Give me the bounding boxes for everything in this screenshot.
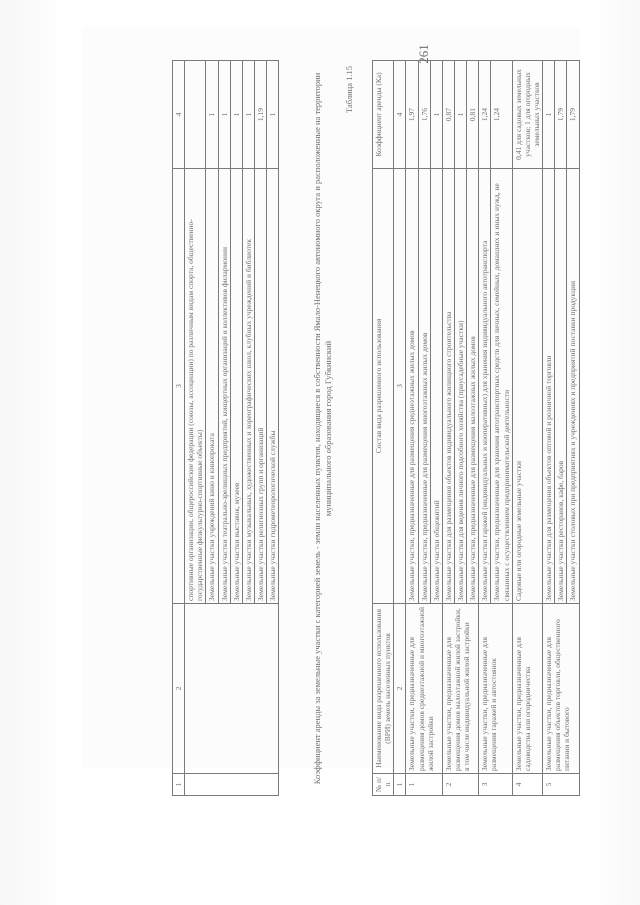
composition-cell: Земельные участки общежитий [430,169,442,604]
header-coefficient: Коэффициент аренды (Ка) [373,61,394,169]
table-row [479,61,491,796]
use-cell: Земельные участки выставок, музеев [230,169,242,604]
use-cell: Земельные участки гидрометеорологической службы [267,169,279,604]
header-num: № п/п [373,774,394,796]
col-number: 2 [173,604,185,774]
coef-cell: 1,79 [567,61,579,169]
group-number: 2 [442,774,478,796]
table-column-numbers [394,61,406,796]
composition-cell: Земельные участки, предназначенные для размещения малоэтажных жилых домов [467,169,479,604]
page-number: 261 [416,44,431,64]
col-number: 4 [173,61,185,169]
col-number: 3 [173,169,185,604]
table-number-label: Таблица 1.15 [344,66,354,113]
coef-cell: 0,81 [467,61,479,169]
group-number: 4 [512,774,542,796]
coef-cell: 1 [206,61,218,169]
group-number: 3 [479,774,512,796]
col-number: 4 [394,61,406,169]
composition-cell: Земельные участки, предназначенные для хранения автотранспортных средств для личных, семейных, домашних и иных нужд, не связанных с осуществлением предпринимательской деятельности [491,169,512,604]
table-cell [185,774,279,796]
coef-cell: 0,41 для садовых земельных участков; 1 для огородных земельных участков [512,61,542,169]
coef-cell: 1 [230,61,242,169]
coef-cell: 1,19 [254,61,266,169]
use-cell: спортивные организации, общероссийские федерации (союзы, ассоциации) по различным видам спорта, общественно-государственные физкультурно-спортивные объекты) [185,169,206,604]
col-number: 1 [394,774,406,796]
use-cell: Земельные участки учреждений кино и кинопроката [206,169,218,604]
coef-cell: 0,87 [442,61,454,169]
composition-cell: Земельные участки ресторанов, кафе, баров [555,169,567,604]
table-cell [185,604,279,774]
header-name: Наименование вида разрешенного использования (ВРИ) земель населенных пунктов [373,604,394,774]
composition-cell: Земельные участки для ведения личного подсобного хозяйства (приусадебные участки) [454,169,466,604]
table-row [442,61,454,796]
composition-cell: Земельные участки для размещения объектов оптовой и розничной торговли [543,169,555,604]
group-name: Земельные участки, предназначенные для размещения домов среднеэтажной и многоэтажной жилой застройки [406,604,442,774]
composition-cell: Земельные участки столовых при предприятиях и учреждениях и предприятий поставки продукции [567,169,579,604]
coef-cell: 1 [242,61,254,169]
group-name: Земельные участки, предназначенные для размещения гаражей и автостоянок [479,604,512,774]
col-number: 3 [394,169,406,604]
group-name: Земельные участки, предназначенные для размещения домов малоэтажной жилой застройки, в том числе индивидуальной жилой застройки [442,604,478,774]
header-composition: Состав вида разрешенного использования [373,169,394,604]
table-row [185,61,206,796]
composition-cell: Садовые или огородные земельные участки [512,169,542,604]
coef-cell: 1,24 [491,61,512,169]
composition-cell: Земельные участки, предназначенные для размещения многоэтажных жилых домов [418,169,430,604]
coef-cell: 1 [267,61,279,169]
group-name: Земельные участки, предназначенные для размещения объектов торговли, общественного питания и бытового [543,604,579,774]
col-number: 1 [173,774,185,796]
group-number: 1 [406,774,442,796]
group-name: Земельные участки, предназначенные для садоводства или огородничества [512,604,542,774]
coef-cell: 1,24 [479,61,491,169]
composition-cell: Земельные участки для размещения объектов индивидуального жилищного строительства [442,169,454,604]
col-number: 2 [394,604,406,774]
table-continuation [172,60,279,796]
coef-cell [185,61,206,169]
table-row [406,61,418,796]
rent-coefficient-table [372,60,580,796]
coef-cell: 1 [454,61,466,169]
composition-cell: Земельные участки, предназначенные для размещения среднеэтажных жилых домов [406,169,418,604]
document-page [82,28,580,793]
use-cell: Земельные участки театрально-зрелищных предприятий, концертных организаций и коллективов филармонии [218,169,230,604]
table-column-numbers [173,61,185,796]
coef-cell: 1,79 [555,61,567,169]
use-cell: Земельные участки религиозных групп и организаций [254,169,266,604]
table-caption: Коэффициент аренды за земельные участки с категорией земель - земли населенных пунктов, находящиеся в собственности Ямало-Ненецкого автономного округа и расположенные на территории муниципального образования город Губкинский [312,72,334,785]
coef-cell: 1 [430,61,442,169]
group-number: 5 [543,774,579,796]
table-header-row [373,61,394,796]
table-row [512,61,542,796]
rotated-content [172,61,640,796]
use-cell: Земельные участки музыкальных, художественных и хореографических школ, клубных учреждений и библиотек [242,169,254,604]
coef-cell: 1 [218,61,230,169]
coef-cell: 1,76 [418,61,430,169]
composition-cell: Земельные участки гаражей (индивидуальных и кооперативных) для хранения индивидуального автотранспорта [479,169,491,604]
table-row [543,61,555,796]
coef-cell: 1,97 [406,61,418,169]
coef-cell: 1 [543,61,555,169]
